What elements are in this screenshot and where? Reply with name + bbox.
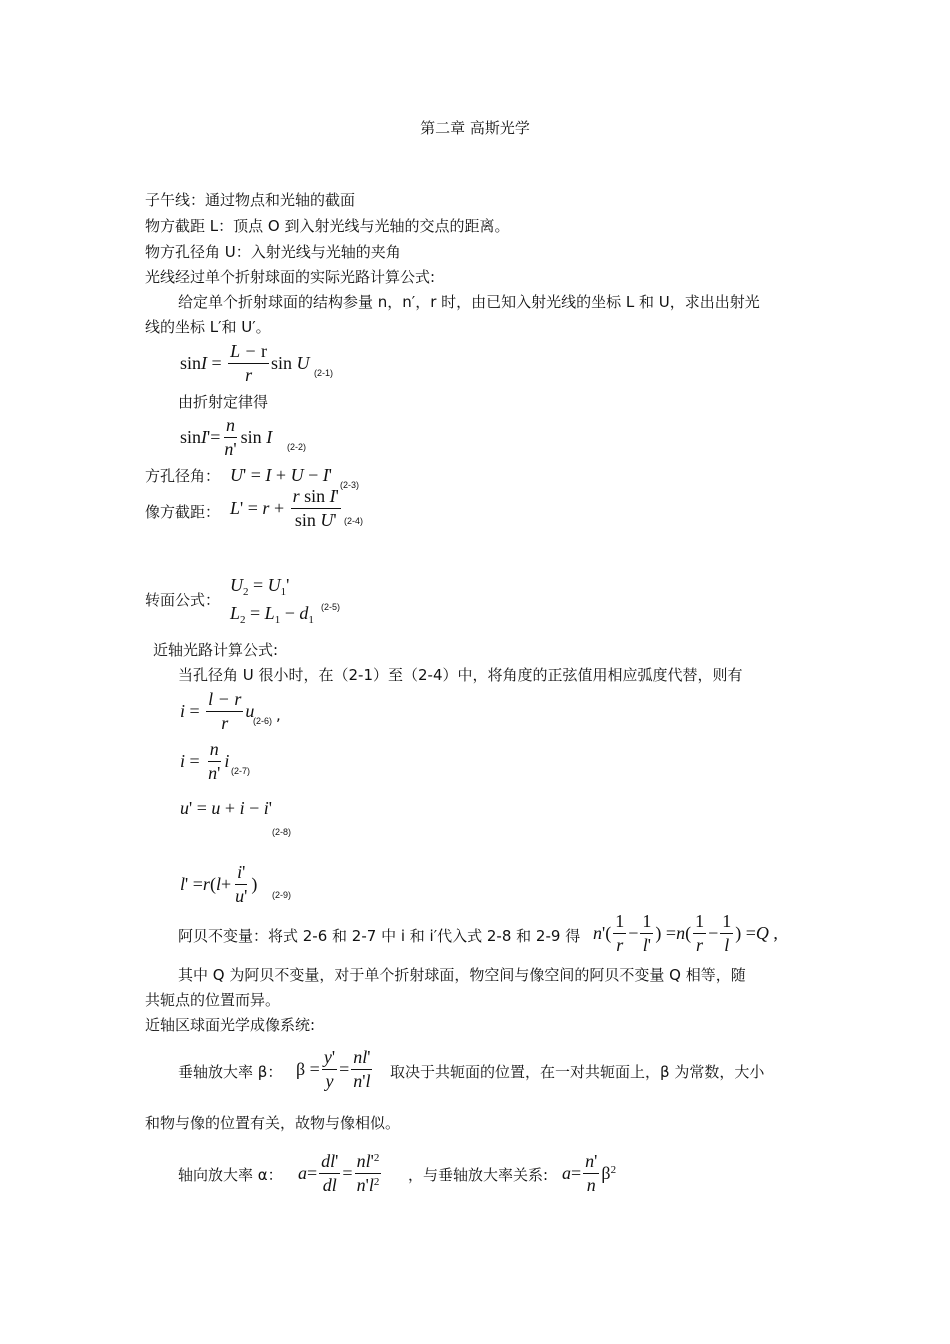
transfer-label: 转面公式： — [145, 591, 221, 609]
comma-2-6: , — [276, 706, 281, 724]
eq-tag-2-1: (2-1) — [314, 368, 334, 378]
intro-line2: 线的坐标 L′和 U′。 — [145, 318, 271, 336]
def-aperture-angle: 物方孔径角 U：入射光线与光轴的夹角 — [145, 243, 401, 261]
def-meridian: 子午线：通过物点和光轴的截面 — [145, 191, 356, 209]
paraxial-system-heading: 近轴区球面光学成像系统: — [145, 1016, 316, 1034]
eq-tag-2-2: (2-2) — [287, 442, 307, 452]
abbe-desc-2: 共轭点的位置而异。 — [145, 991, 281, 1009]
eq-tag-2-6: (2-6) — [253, 716, 273, 726]
eq-tag-2-8: (2-8) — [272, 827, 292, 837]
abbe-equation: n '( $\frac{1}{r}$ − $\frac{1}{l'}$ ) = n ( $\frac{1}{r}$ − $\frac{1}{l}$ ) = Q , — [593, 911, 778, 955]
equation-2-4: L ' = r + $\frac{\text{r sin I'}}{\text{sin U'}}$ — [230, 486, 339, 530]
refraction-law-label: 由折射定律得 — [178, 393, 269, 411]
axial-mag-label: 轴向放大率 α： — [178, 1166, 283, 1184]
equation-2-6: i = $\frac{l - r}{r}$ u — [180, 689, 255, 733]
lateral-mag-equation: β = $\frac{y'}{y}$ = $\frac{nl'}{n'l}$ — [296, 1047, 371, 1091]
eq-tag-2-3: (2-3) — [340, 480, 360, 490]
axial-relation-label: ，与垂轴放大率关系: — [408, 1166, 549, 1184]
paraxial-intro: 当孔径角 U 很小时，在（2-1）至（2-4）中，将角度的正弦值用相应弧度代替，则有 — [178, 666, 743, 684]
equation-2-5b: $L_2 = L_1 - d_1$ — [230, 603, 314, 626]
equation-2-3: U' = I + U − I' — [230, 465, 332, 485]
intro-line1: 给定单个折射球面的结构参量 n，n′，r 时，由已知入射光线的坐标 L 和 U，求出出射光 — [178, 293, 760, 311]
page-title: 第二章 高斯光学 — [420, 119, 530, 137]
axial-relation-equation: a = $\frac{n'}{n}$ $\beta^2$ — [562, 1151, 617, 1195]
eq-tag-2-7: (2-7) — [231, 766, 251, 776]
lateral-mag-desc-2: 和物与像的位置有关，故物与像相似。 — [145, 1114, 401, 1132]
equation-2-2: sin I '= $\frac{n}{n'}$ sin I — [180, 415, 273, 459]
abbe-text: 阿贝不变量：将式 2-6 和 2-7 中 i 和 i′代入式 2-8 和 2-9 得 — [178, 927, 581, 945]
eq-tag-2-5: (2-5) — [321, 602, 341, 612]
eq-tag-2-9: (2-9) — [272, 890, 292, 900]
lateral-mag-desc: 取决于共轭面的位置，在一对共轭面上，β 为常数，大小 — [390, 1063, 765, 1081]
abbe-desc-1: 其中 Q 为阿贝不变量，对于单个折射球面，物空间与像空间的阿贝不变量 Q 相等，随 — [178, 966, 746, 984]
image-aperture-label: 方孔径角： — [145, 467, 221, 485]
equation-2-7: i = $\frac{n}{n'}$ i — [180, 739, 230, 783]
equation-2-8: u' = u + i − i' — [180, 798, 272, 818]
equation-2-1: sin I = $\frac{L - r}{r}$ sin U — [180, 341, 310, 385]
lateral-mag-label: 垂轴放大率 β： — [178, 1063, 283, 1081]
def-object-distance: 物方截距 L：顶点 O 到入射光线与光轴的交点的距离。 — [145, 217, 510, 235]
paraxial-heading: 近轴光路计算公式: — [153, 641, 279, 659]
ray-trace-heading: 光线经过单个折射球面的实际光路计算公式: — [145, 268, 436, 286]
axial-mag-equation: a = $\frac{dl'}{dl}$ = $\frac{nl'^2}{n'l^2}$ — [298, 1151, 380, 1195]
equation-2-5a: $U_2 = U_1'$ — [230, 575, 290, 598]
equation-2-9: l ' = r ( l + $\frac{i'}{u'}$ ) — [180, 862, 258, 906]
image-distance-label: 像方截距： — [145, 503, 221, 521]
eq-tag-2-4: (2-4) — [344, 516, 364, 526]
